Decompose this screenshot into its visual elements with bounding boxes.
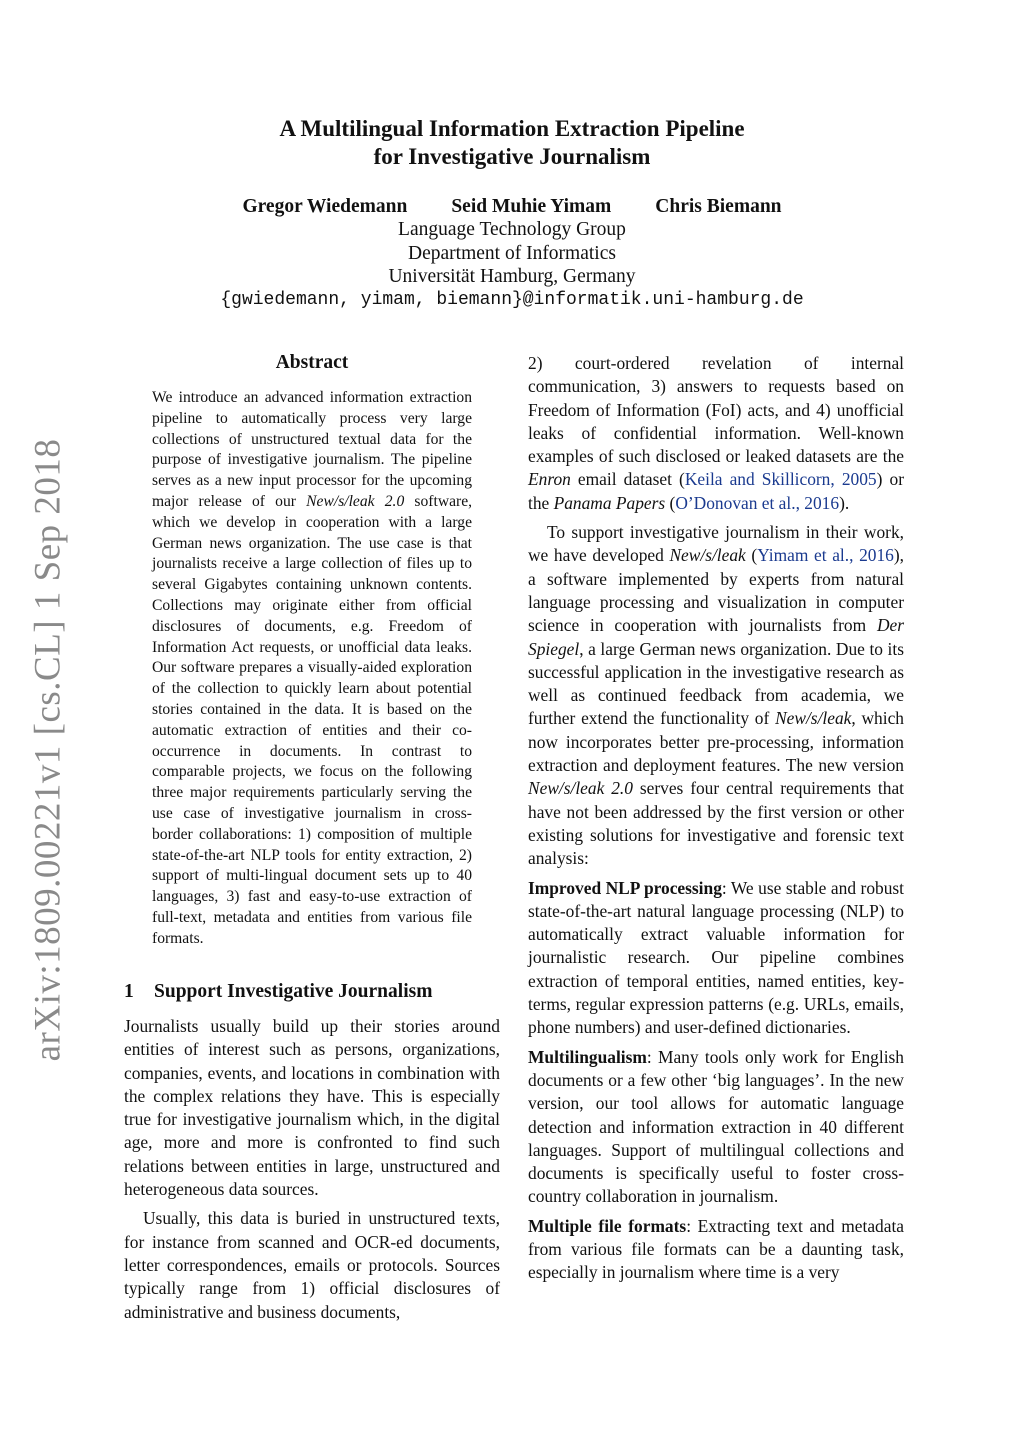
software-name: New/s/leak 2.0 [528, 778, 633, 799]
requirement-title: Multilingualism [528, 1046, 647, 1067]
section-number: 1 [124, 981, 134, 1002]
abstract-part-a: We introduce an advanced information extraction pipeline to automatically process very large collections of unstructured textual data for the purpose of investigative journalism. The pipeline serves as a new input processor for the upcoming major release of our [152, 389, 472, 510]
left-column-body [124, 1015, 500, 1324]
section-paragraph-2: Usually, this data is buried in unstructured texts, for instance from scanned and OCR-ed documents, letter correspondences, emails or protocols. Sources typically range from 1) official disclosures of administrative and business documents, [124, 1208, 500, 1322]
right-paragraph-1 [528, 352, 904, 515]
affiliation [0, 218, 1024, 312]
abstract-software-name: New/s/leak 2.0 [306, 492, 405, 510]
text-run: , a large German news organization. Due to its successful application in the investigative research as well as continued feedback from academia, we further extend the functionality of [528, 638, 904, 729]
author-2: Seid Muhie Yimam [451, 196, 612, 217]
requirement-text: : Extracting text and metadata from various file formats can be a daunting task, especially in journalism where time is a very [528, 1215, 904, 1283]
author-3: Chris Biemann [655, 196, 782, 217]
author-emails: {gwiedemann, yimam, biemann}@informatik.uni-hamburg.de [220, 289, 804, 310]
title-line-1: A Multilingual Information Extraction Pipeline [279, 116, 745, 141]
abstract-part-b: software, which we develop in cooperation with a large German news organization. The use case is that journalists receive a large collection of files up to several Gigabytes containing unknown contents. Collections may originate either from official disclosures of documents, e.g. Freedom of Information Act requests, or unofficial data leaks. Our software prepares a visually-aided exploration of the collection to quickly learn about potential stories contained in the data. It is based on the automatic extraction of entities and their co-occurrence in documents. In contrast to comparable projects, we focus on the following three major requirements particularly serving the use case of investigative journalism in cross-border collaborations: 1) composition of multiple state-of-the-art NLP tools for entity extraction, 2) support of multi-lingual document sets up to 40 languages, 3) fast and easy-to-use extraction of full-text, metadata and entities from various file formats. [152, 492, 473, 947]
citation-keila[interactable]: Keila and Skillicorn, 2005 [684, 469, 877, 490]
section-heading [124, 981, 504, 1003]
title-line-2: for Investigative Journalism [373, 144, 651, 169]
requirement-multilingual [528, 1046, 904, 1209]
text-run: To support investigative journalism in their work, we have developed [528, 522, 904, 566]
affiliation-university: Universität Hamburg, Germany [388, 266, 636, 287]
author-list [0, 196, 1024, 218]
organization-name: Der Spiegel [528, 615, 904, 659]
paper-title [0, 115, 1024, 171]
requirement-nlp [528, 877, 904, 1040]
arxiv-identifier-text: arXiv:1809.00221v1 [cs.CL] 1 Sep 2018 [27, 438, 69, 1062]
text-run: ( [665, 492, 676, 513]
abstract-text [152, 388, 472, 950]
requirement-file-formats [528, 1215, 904, 1285]
text-run: serves four central requirements that have not been addressed by the first version or other existing solutions for investigative and forensic text analysis: [528, 778, 904, 869]
affiliation-group: Language Technology Group [398, 219, 626, 240]
citation-odonovan[interactable]: O’Donovan et al., 2016 [675, 492, 840, 513]
requirement-title: Multiple file formats [528, 1215, 687, 1236]
author-1: Gregor Wiedemann [242, 196, 408, 217]
text-run: ( [745, 545, 758, 566]
section-title: Support Investigative Journalism [154, 981, 433, 1002]
dataset-name-enron: Enron [528, 469, 571, 490]
section-paragraph-1: Journalists usually build up their stories around entities of interest such as persons, organizations, companies, events, and locations in combination with the complex relations they have. This is especially true for investigative journalism which, in the digital age, more and more is confronted to find such relations between entities in large, unstructured and heterogeneous data sources. [124, 1016, 500, 1200]
requirement-text: : Many tools only work for English documents or a few other ‘big languages’. In the new version, our tool allows for automatic language detection and information extraction in 40 different languages. Support of multilingual collections and documents is specifically useful to foster cross-country collaboration in journalism. [528, 1046, 904, 1207]
text-run: ), a software implemented by experts from natural language processing and visualization in computer science in cooperation with journalists from [528, 545, 904, 636]
arxiv-identifier [20, 438, 76, 1062]
text-run: , which now incorporates better pre-processing, information extraction and deployment features. The new version [528, 708, 904, 776]
dataset-name-panama: Panama Papers [553, 492, 666, 513]
affiliation-department: Department of Informatics [408, 242, 616, 264]
requirement-text: : We use stable and robust state-of-the-art natural language processing (NLP) to automatically extract valuable information for journalistic research. Our pipeline combines extraction of temporal entities, named entities, key-terms, regular expression patterns (e.g. URLs, emails, phone numbers) and user-defined dictionaries. [528, 877, 904, 1038]
right-paragraph-2 [528, 521, 904, 870]
text-run: email dataset ( [570, 469, 685, 490]
text-run: 2) court-ordered revelation of internal communication, 3) answers to requests based on Freedom of Information (FoI) acts, and 4) unofficial leaks of confidential information. Well-known examples of such disclosed or leaked datasets are the [528, 353, 904, 467]
right-column-body [528, 352, 904, 1285]
text-run: ). [839, 492, 850, 513]
software-name: New/s/leak [669, 545, 746, 566]
requirement-title: Improved NLP processing [528, 877, 722, 898]
text-run: ) or the [528, 469, 904, 513]
abstract-heading: Abstract [275, 352, 349, 373]
software-name: New/s/leak [775, 708, 852, 729]
citation-yimam[interactable]: Yimam et al., 2016 [757, 545, 894, 566]
